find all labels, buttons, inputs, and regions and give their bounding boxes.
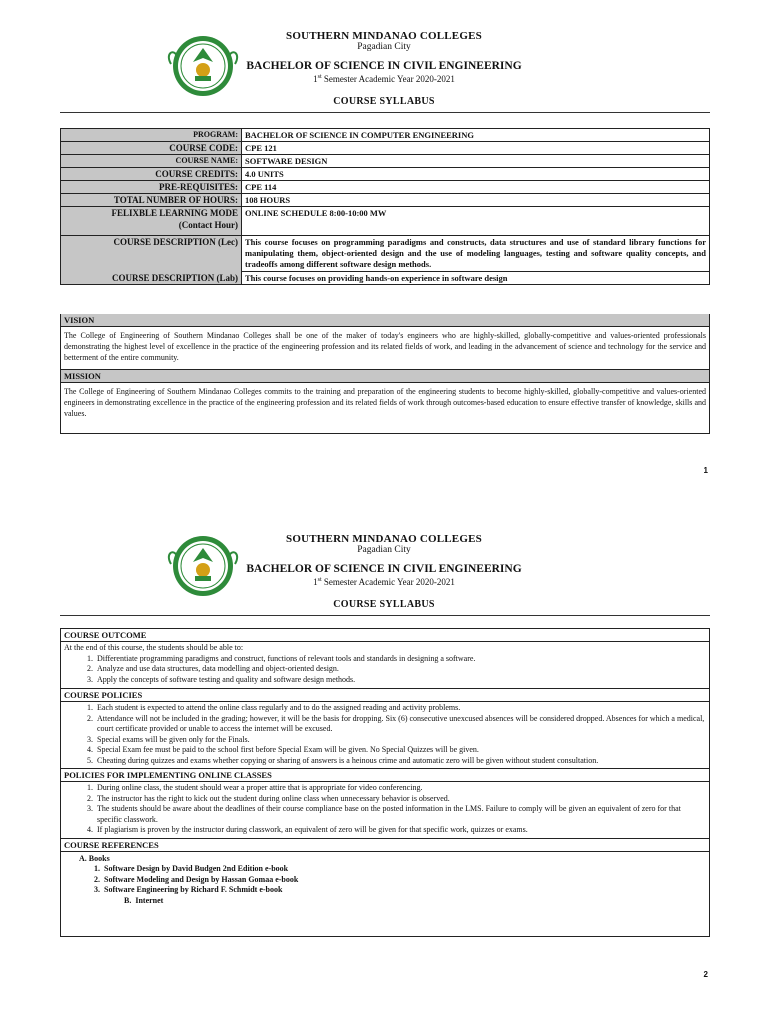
course-details-box bbox=[60, 628, 710, 937]
college-city: Pagadian City bbox=[357, 42, 411, 52]
course-code-value: CPE 121 bbox=[242, 142, 710, 155]
semester-line: 1st Semester Academic Year 2020-2021 bbox=[313, 577, 455, 587]
row-course-credits bbox=[61, 168, 710, 181]
page-number-2: 2 bbox=[703, 970, 708, 979]
contact-hour-label: (Contact Hour) bbox=[61, 219, 242, 236]
online-policies-list bbox=[61, 782, 709, 838]
total-hours-value: 108 HOURS bbox=[242, 194, 710, 207]
course-references bbox=[61, 852, 709, 911]
course-outcome-intro: At the end of this course, the students should be able to: bbox=[64, 643, 244, 652]
degree-program: BACHELOR OF SCIENCE IN CIVIL ENGINEERING bbox=[246, 60, 522, 72]
course-policies-list bbox=[61, 702, 709, 768]
course-outcome-list bbox=[61, 654, 709, 689]
description-lec-label: COURSE DESCRIPTION (Lec) bbox=[61, 236, 242, 272]
prerequisites-value: CPE 114 bbox=[242, 181, 710, 194]
prerequisites-label: PRE-REQUISITES: bbox=[61, 181, 242, 194]
semester-line: 1st Semester Academic Year 2020-2021 bbox=[313, 74, 455, 84]
page-2-header bbox=[0, 533, 768, 623]
list-item: 3. Apply the concepts of software testing and quality and software design methods. bbox=[95, 675, 709, 686]
list-item: 1. During online class, the student should wear a proper attire that is appropriate for video conferencing. bbox=[95, 783, 705, 794]
list-item: 2. The instructor has the right to kick out the student during online class when unnecessary behavior is observed. bbox=[95, 794, 705, 805]
page-1-header bbox=[0, 30, 768, 120]
vision-text: The College of Engineering of Southern Mindanao Colleges shall be one of the maker of today's engineers who are highly-skilled, globally-competitive and values-oriented professionals demonstrating the highest level of excellence in the practice of the engineering profession and its related fields of work, and leading in the advancement of science and technology for the service and betterment of the entire community. bbox=[64, 331, 706, 362]
learning-mode-label: FELIXBLE LEARNING MODE bbox=[61, 207, 242, 220]
list-item: 1. Software Design by David Budgen 2nd Edition e-book bbox=[94, 864, 289, 873]
college-city: Pagadian City bbox=[357, 545, 411, 555]
document-title: COURSE SYLLABUS bbox=[333, 96, 435, 107]
program-label: PROGRAM: bbox=[61, 129, 242, 142]
header-rule bbox=[60, 615, 710, 616]
degree-program: BACHELOR OF SCIENCE IN CIVIL ENGINEERING bbox=[246, 563, 522, 575]
list-item: 1. Differentiate programming paradigms and construct, functions of relevant tools and standards in designing a software. bbox=[95, 654, 709, 665]
course-credits-value: 4.0 UNITS bbox=[242, 168, 710, 181]
list-item: 2. Analyze and use data structures, data modelling and object-oriented design. bbox=[95, 664, 709, 675]
course-policies-heading: COURSE POLICIES bbox=[61, 688, 709, 702]
row-description-lec bbox=[61, 236, 710, 272]
description-lab-label: COURSE DESCRIPTION (Lab) bbox=[61, 272, 242, 285]
list-item: 4. If plagiarism is proven by the instructor during classwork, an equivalent of zero will be given for that specific work, quizzes or exams. bbox=[95, 825, 705, 836]
row-prerequisites bbox=[61, 181, 710, 194]
program-value: BACHELOR OF SCIENCE IN COMPUTER ENGINEERING bbox=[242, 129, 710, 142]
mission-heading: MISSION bbox=[61, 369, 709, 383]
row-learning-mode bbox=[61, 207, 710, 220]
college-name: SOUTHERN MINDANAO COLLEGES bbox=[286, 30, 482, 42]
vision-heading: VISION bbox=[61, 314, 709, 327]
mission-text: The College of Engineering of Southern Mindanao Colleges commits to the training and preparation of the engineering students to become highly-skilled, globally-competitive and values-oriented engineers in demonstrating excellence in the practice of the engineering profession and its related fields of work through outcomes-based education to ensure effective transfer of knowledge, skills and values. bbox=[64, 387, 706, 418]
row-total-hours bbox=[61, 194, 710, 207]
vision-mission-box bbox=[60, 314, 710, 434]
references-internet-heading: B. Internet bbox=[124, 895, 164, 905]
college-name: SOUTHERN MINDANAO COLLEGES bbox=[286, 533, 482, 545]
course-name-label: COURSE NAME: bbox=[61, 155, 242, 168]
contact-hour-value bbox=[242, 219, 710, 236]
references-books-heading: A. Books bbox=[79, 853, 110, 863]
list-item: 2. Software Modeling and Design by Hassan Gomaa e-book bbox=[94, 874, 299, 884]
row-contact-hour bbox=[61, 219, 710, 236]
course-code-label: COURSE CODE: bbox=[61, 142, 242, 155]
learning-mode-value: ONLINE SCHEDULE 8:00-10:00 MW bbox=[242, 207, 710, 220]
course-references-heading: COURSE REFERENCES bbox=[61, 838, 709, 852]
row-description-lab bbox=[61, 272, 710, 285]
description-lec-value: This course focuses on programming paradigms and constructs, data structures and use of standard library functions for manipulating them, object-oriented design and the use of modeling languages, testing and software quality concepts, and tradeoffs among different software design methods. bbox=[242, 236, 710, 272]
header-rule bbox=[60, 112, 710, 113]
list-item: 2. Attendance will not be included in the grading; however, it will be the basis for dropping. Six (6) consecutive unexcused absences will be considered dropped. Absences for which a medical, court certificate provided or unable to access the internet will be excused. bbox=[95, 714, 705, 735]
list-item: 3. Software Engineering by Richard F. Schmidt e-book bbox=[94, 885, 283, 894]
description-lab-value: This course focuses on providing hands-on experience in software design bbox=[242, 272, 710, 285]
row-course-name bbox=[61, 155, 710, 168]
document-title: COURSE SYLLABUS bbox=[333, 599, 435, 610]
page-1 bbox=[0, 0, 768, 475]
list-item: 5. Cheating during quizzes and exams whether copying or sharing of answers is a heinous crime and automatic zero will be given without student consultation. bbox=[95, 756, 705, 767]
total-hours-label: TOTAL NUMBER OF HOURS: bbox=[61, 194, 242, 207]
course-outcome-heading: COURSE OUTCOME bbox=[61, 629, 709, 642]
course-info-table bbox=[60, 128, 710, 285]
list-item: 3. The students should be aware about the deadlines of their course compliance base on the posted information in the LMS. Failure to comply will be given an equivalent of zero for that specific classwork. bbox=[95, 804, 705, 825]
course-credits-label: COURSE CREDITS: bbox=[61, 168, 242, 181]
online-policies-heading: POLICIES FOR IMPLEMENTING ONLINE CLASSES bbox=[61, 768, 709, 782]
page-number-1: 1 bbox=[703, 466, 708, 475]
course-name-value: SOFTWARE DESIGN bbox=[242, 155, 710, 168]
row-program bbox=[61, 129, 710, 142]
list-item: 1. Each student is expected to attend the online class regularly and to do the assigned reading and activity problems. bbox=[95, 703, 705, 714]
row-course-code bbox=[61, 142, 710, 155]
page-2 bbox=[0, 500, 768, 1024]
list-item: 3. Special exams will be given only for the Finals. bbox=[95, 735, 705, 746]
list-item: 4. Special Exam fee must be paid to the school first before Special Exam will be given. No Special Quizzes will be given. bbox=[95, 745, 705, 756]
